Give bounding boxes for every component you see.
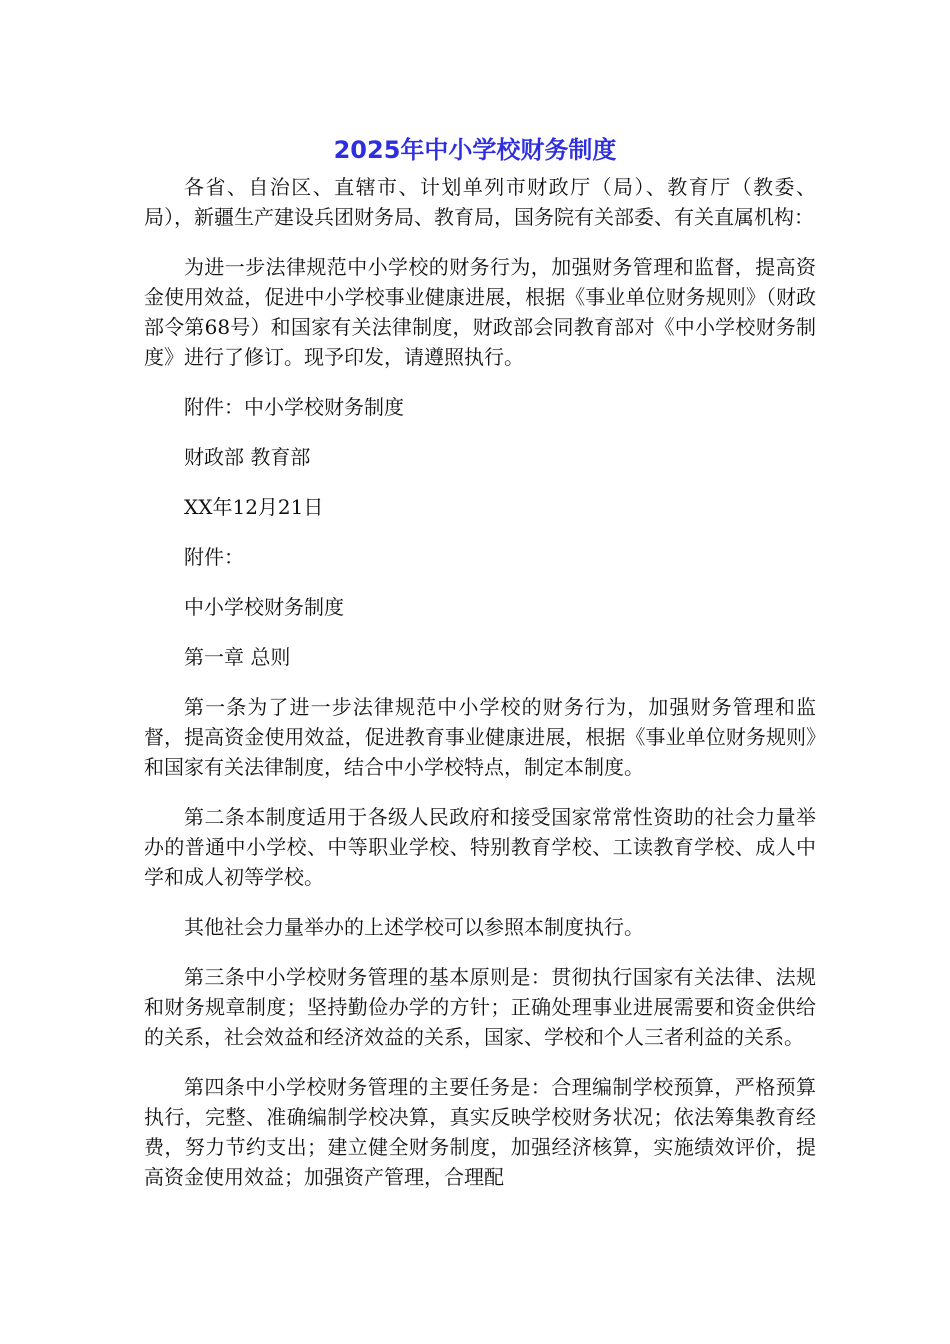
paragraph-notice: 为进一步法律规范中小学校的财务行为，加强财务管理和监督，提高资金使用效益，促进中小学校事业健康进展，根据《事业单位财务规则》（财政部令第68号）和国家有关法律制度，财政部会同教育部对《中小学校财务制度》进行了修订。现予印发，请遵照执行。 (144, 255, 816, 369)
article-1: 第一条为了进一步法律规范中小学校的财务行为，加强财务管理和监督，提高资金使用效益，促进教育事业健康进展，根据《事业单位财务规则》和国家有关法律制度，结合中小学校特点，制定本制度。 (144, 695, 816, 779)
paragraph-recipients: 各省、自治区、直辖市、计划单列市财政厅（局）、教育厅（教委、局），新疆生产建设兵团财务局、教育局，国务院有关部委、有关直属机构： (144, 175, 816, 229)
paragraph-attachment-ref: 附件：中小学校财务制度 (184, 395, 404, 419)
paragraph-issuer: 财政部 教育部 (184, 445, 311, 469)
chapter-heading: 第一章 总则 (184, 645, 291, 669)
article-2-note: 其他社会力量举办的上述学校可以参照本制度执行。 (184, 915, 644, 939)
article-3: 第三条中小学校财务管理的基本原则是：贯彻执行国家有关法律、法规和财务规章制度；坚持勤俭办学的方针；正确处理事业进展需要和资金供给的关系，社会效益和经济效益的关系，国家、学校和个人三者利益的关系。 (144, 965, 816, 1049)
article-2: 第二条本制度适用于各级人民政府和接受国家常常性资助的社会力量举办的普通中小学校、中等职业学校、特别教育学校、工读教育学校、成人中学和成人初等学校。 (144, 805, 816, 889)
document-title: 2025年中小学校财务制度 (333, 136, 617, 164)
document-body (144, 172, 816, 1212)
paragraph-attachment-title: 中小学校财务制度 (184, 595, 344, 619)
paragraph-date: XX年12月21日 (184, 495, 324, 519)
article-4: 第四条中小学校财务管理的主要任务是：合理编制学校预算，严格预算执行，完整、准确编制学校决算，真实反映学校财务状况；依法筹集教育经费，努力节约支出；建立健全财务制度，加强经济核算，实施绩效评价，提高资金使用效益；加强资产管理，合理配 (144, 1075, 816, 1189)
paragraph-attachment-label: 附件： (184, 545, 244, 569)
